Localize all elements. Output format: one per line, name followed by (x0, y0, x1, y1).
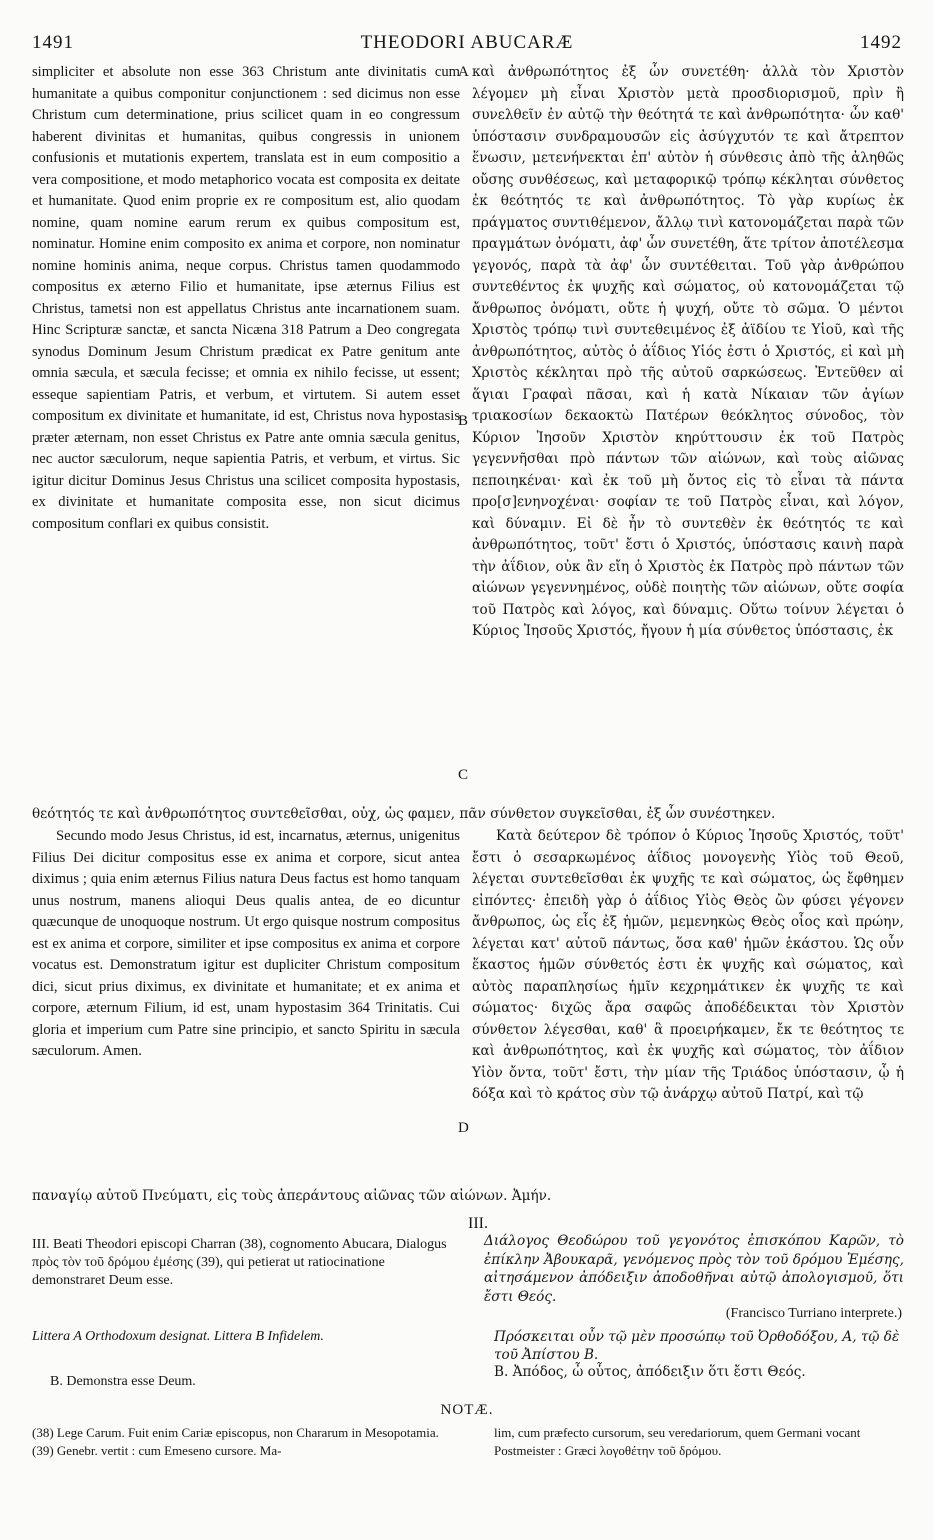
full-width-greek-line-1: θεότητός τε καὶ ἀνθρωπότητος συντεθεῖσθαι, οὐχ, ὡς φαμεν, πᾶν σύνθετον συγκεῖσθαι, ἐξ ὧν συνέστηκεν. (32, 806, 776, 822)
note-39: (39) Genebr. vertit : cum Emeseno cursore. Ma- (32, 1442, 282, 1458)
running-title: THEODORI ABUCARÆ (360, 32, 574, 53)
littera-greek: Πρόσκειται οὖν τῷ μὲν προσώπῳ τοῦ Ὀρθοδόξου, Α, τῷ δὲ τοῦ Ἀπίστου Β. (494, 1329, 900, 1363)
section-title-greek: Διάλογος Θεοδώρου τοῦ γεγονότος ἐπισκόπου Καρῶν, τὸ ἐπίκλην Ἀβουκαρᾶ, γενόμενος πρὸς τὸν τοῦ δρόμου Ἐμέσης, αἰτησάμενον ἀπόδειξιν ἀποδοθῆναι αὐτῷ ἀπολογισμοῦ, ὅτι ἔστι Θεός. (484, 1233, 904, 1305)
demonstra-greek: Β. Ἀπόδος, ὦ οὗτος, ἀπόδειξιν ὅτι ἔστι Θεός. (494, 1364, 806, 1380)
margin-letter-c: C (458, 767, 469, 783)
notes-right (494, 1424, 904, 1459)
margin-letter-a: A (458, 64, 469, 80)
latin-column (32, 62, 460, 535)
section-numeral: III. (468, 1215, 488, 1232)
notes-left (32, 1424, 462, 1459)
margin-letter-b: B (458, 413, 469, 429)
page-number-right: 1492 (860, 32, 902, 53)
note-39-continued: lim, cum præfecto cursorum, seu veredariorum, quem Germani vocant Postmeister : Græci λογοθέτην τοῦ δρόμου. (494, 1425, 861, 1458)
section-title-latin: III. Beati Theodori episcopi Charran (38), cognomento Abucara, Dialogus πρὸς τὸν τοῦ δρόμου ἐμέσης (39), qui petierat ut ratiocinatione demonstraret Deum esse. (32, 1237, 447, 1288)
latin-paragraph-2: Secundo modo Jesus Christus, id est, incarnatus, æternus, unigenitus Filius Dei dicitur compositus esse ex anima et corpore, sicut antea diximus ; quia enim æternus Filius natura Deus factus est homo tanquam unus nostrum, manens alioqui Deus qualis antea, de eo dicuntur quæcunque de unoquoque nostrum. Ut ergo quisque nostrum compositus est ex anima et corpore, similiter et ipse compositus ex anima et corpore vocatus est. Demonstratum igitur est dupliciter Christum compositum dici, sicut prius diximus, ex divinitate et humanitate; et ex anima et corpore, æternum Filium, id est, unam hypostasim 364 Trinitatis. Cui gloria et imperium cum Patre sine principio, et sancto Spiritu in sæcula sæculorum. Amen. (32, 828, 460, 1059)
latin-column-second (32, 826, 460, 1063)
page-number-left: 1491 (32, 32, 74, 53)
greek-column (472, 62, 904, 643)
greek-paragraph-1: καὶ ἀνθρωπότητος ἐξ ὧν συνετέθη· ἀλλὰ τὸν Χριστὸν λέγομεν μὴ εἶναι Χριστὸν μετὰ προσδιορισμοῦ, πρὶν ἢ συνελθεῖν ἐν αὐτῷ τὴν θεότητά τε καὶ ἀνθρωπότητα· ὧν καθ' ὑπόστασιν συνδραμουσῶν εἰς ἀσύγχυτόν τε καὶ ἄτρεπτον ἕνωσιν, μετενήνεκται ἐπ' αὐτὸν ἡ σύνθεσις ἀπὸ τῆς ἀληθῶς οὔσης συνθέσεως, καὶ μεταφορικῷ τρόπῳ κέκληται σύνθετος ἐκ θεότητός τε καὶ ἀνθρωπότητος. Τὸ γὰρ κυρίως ἐκ πράγματος συντιθέμενον, ἄλλῳ τινὶ κατονομάζεται παρὰ τῶν πραγμάτων ὀνόματι, ἀφ' ὧν συνετέθη, ἅτε τρίτον ἀποτέλεσμα γεγονός, παρὰ τὰ ἀφ' ὧν συντέθειται. Τοῦ γὰρ ἀνθρώπου συντεθέντος ἐκ ψυχῆς καὶ σώματος, οὐ κατονομάζεται τῷ ἄνθρωπος ὀνόματι, οὔτε ἡ ψυχή, οὔτε τὸ σῶμα. Ὁ μέντοι Χριστὸς τρόπῳ τινὶ συντεθειμένος ἐξ ἀϊδίου τε Υἱοῦ, καὶ τῆς ἀνθρωπότητος, αὐτὸς ὁ ἀΐδιος Υἱός ἐστι ὁ Χριστός, εἰ καὶ μὴ Χριστὸς κέκληται πρὸ τῆς αὐτοῦ σαρκώσεως. Ἐντεῦθεν αἱ ἅγιαι Γραφαὶ πᾶσαι, καὶ ἡ κατὰ Νίκαιαν τῶν ἁγίων τριακοσίων δεκαοκτὼ Πατέρων θεόκλητος σύνοδος, τὸν Κύριον Ἰησοῦν Χριστὸν κηρύττουσιν ἐκ τοῦ Πατρὸς γεγεννῆσθαι πρὸ πάντων τῶν αἰώνων, καὶ τοὺς αἰῶνας πεποιηκέναι· καὶ ἐκ τοῦ μὴ ὄντος εἰς τὸ εἶναι τὰ πάντα προ[σ]ενηνοχέναι· σοφίαν τε τοῦ Πατρὸς εἶναι, καὶ λόγον, καὶ δύναμιν. Εἰ δὲ ἦν τὸ συντεθὲν ἐκ θεότητός τε καὶ ἀνθρωπότητος, τοῦτ' ἔστι ὁ Χριστός, ὑπόστασις καινὴ παρὰ τὴν ἀΐδιον, οὐκ ἂν εἴη ὁ Χριστὸς ἐκ Πατρὸς πρὸ πάντων τῶν αἰώνων γεγεννημένος, οὐδὲ ποιητὴς τῶν αἰώνων, οὔτε σοφία τοῦ Πατρὸς καὶ λόγος, καὶ δύναμις. Οὕτω τοίνυν λέγεται ὁ Κύριος Ἰησοῦς Χριστός, ἤγουν ἡ μία σύνθετος ὑπόστασις, ἐκ (472, 64, 904, 639)
greek-paragraph-2: Κατὰ δεύτερον δὲ τρόπον ὁ Κύριος Ἰησοῦς Χριστός, τοῦτ' ἔστι ὁ σεσαρκωμένος ἀΐδιος μονογενὴς Υἱὸς τοῦ Θεοῦ, λέγεται συντεθεῖσθαι ἐκ ψυχῆς τε καὶ σώματος, ὡς ἔφθημεν εἰπόντες· ἐπειδὴ γὰρ ὁ ἀΐδιος Υἱὸς Θεὸς ὢν φύσει γέγονεν ἄνθρωπος, ὡς εἷς ἐξ ἡμῶν, μεμενηκὼς Θεὸς οἷος καὶ πρώην, λέγεται κατ' αὐτοῦ πάντως, ὅσα καθ' ἡμῶν ἑκάστου. Ὡς οὖν ἕκαστος ἡμῶν σύνθετός ἐστι ἐκ ψυχῆς καὶ σώματος, καὶ αὐτὸς παραπλησίως ἡμῖν κεχρημάτικεν ἐκ ψυχῆς τε καὶ σώματος· διχῶς ἄρα σαφῶς ἀποδέδεικται τὸν Χριστὸν σύνθετον λέγεσθαι, καθ' ἃ προειρήκαμεν, ἔκ τε θεότητος τε καὶ ἀνθρωπότητος, καὶ ἐκ ψυχῆς καὶ σώματος, τὸν ἀΐδιον Υἱὸν ὄντα, τοῦτ' ἔστι, τὴν μίαν τῆς Τριάδος ὑπόστασιν, ᾧ ἡ δόξα καὶ τὸ κράτος σὺν τῷ ἀνάρχῳ αὐτοῦ Πατρί, καὶ τῷ (472, 828, 904, 1102)
demonstra-latin: B. Demonstra esse Deum. (50, 1374, 196, 1389)
greek-column-second (472, 826, 904, 1106)
margin-letter-d: D (458, 1120, 469, 1136)
interpreter-note: (Francisco Turriano interprete.) (725, 1306, 902, 1321)
note-38: (38) Lege Carum. Fuit enim Cariæ episcopus, non Chararum in Mesopotamia. (32, 1425, 439, 1440)
littera-latin: Littera A Orthodoxum designat. Littera B Infidelem. (32, 1329, 324, 1344)
notes-heading: NOTÆ. (440, 1402, 494, 1418)
latin-paragraph-1: simpliciter et absolute non esse 363 Christum ante divinitatis cum humanitate a quibus componitur conjunctionem : sed dicimus non esse Christum cum determinatione, prius scilicet quam in eo congressum haberent divinitas et humanitas, quibus congressis in unionem confusionis et mutationis expertem, translata est in eum compositio a vera compositione, et modo metaphorico vocata est composita ex deitate et humanitate. Quod enim proprie ex re compositum est, alio quodam nomine, quam nomine earum rerum ex quibus compositum est, nominatur. Homine enim composito ex anima et corpore, non nominatur nomine hominis anima, neque corpus. Christus tamen quodammodo compositus ex æterno Filio et humanitate, ipse æternus Filius est Christus, tametsi non est appellatus Christus ante incarnationem suam. Hinc Scripturæ sanctæ, et sancta Nicæna 318 Patrum a Deo congregata synodus Dominum Jesum Christum prædicat ex Patre genitum ante omnia sæcula, et sæcula fecisse; et omnia ex nihilo fecisse, ut essent; esseque sapientiam Patris, et verbum, et virtutem. Si autem esset compositum ex divinitate et humanitate, id est, Christus nova hypostasis præter æternam, non esset Christus ex Patre ante omnia sæcula genitus, nec auctor sæculorum, neque sapientia Patris, et verbum, et virtus. Sic igitur dicitur Dominus Jesus Christus una scilicet composita hypostasis, ex divinitate et humanitate composita esse, non sicut dicimus compositum conflari ex quibus consistit. (32, 64, 460, 532)
full-width-greek-line-2: παναγίῳ αὐτοῦ Πνεύματι, εἰς τοὺς ἀπεράντους αἰῶνας τῶν αἰώνων. Ἀμήν. (32, 1188, 552, 1204)
